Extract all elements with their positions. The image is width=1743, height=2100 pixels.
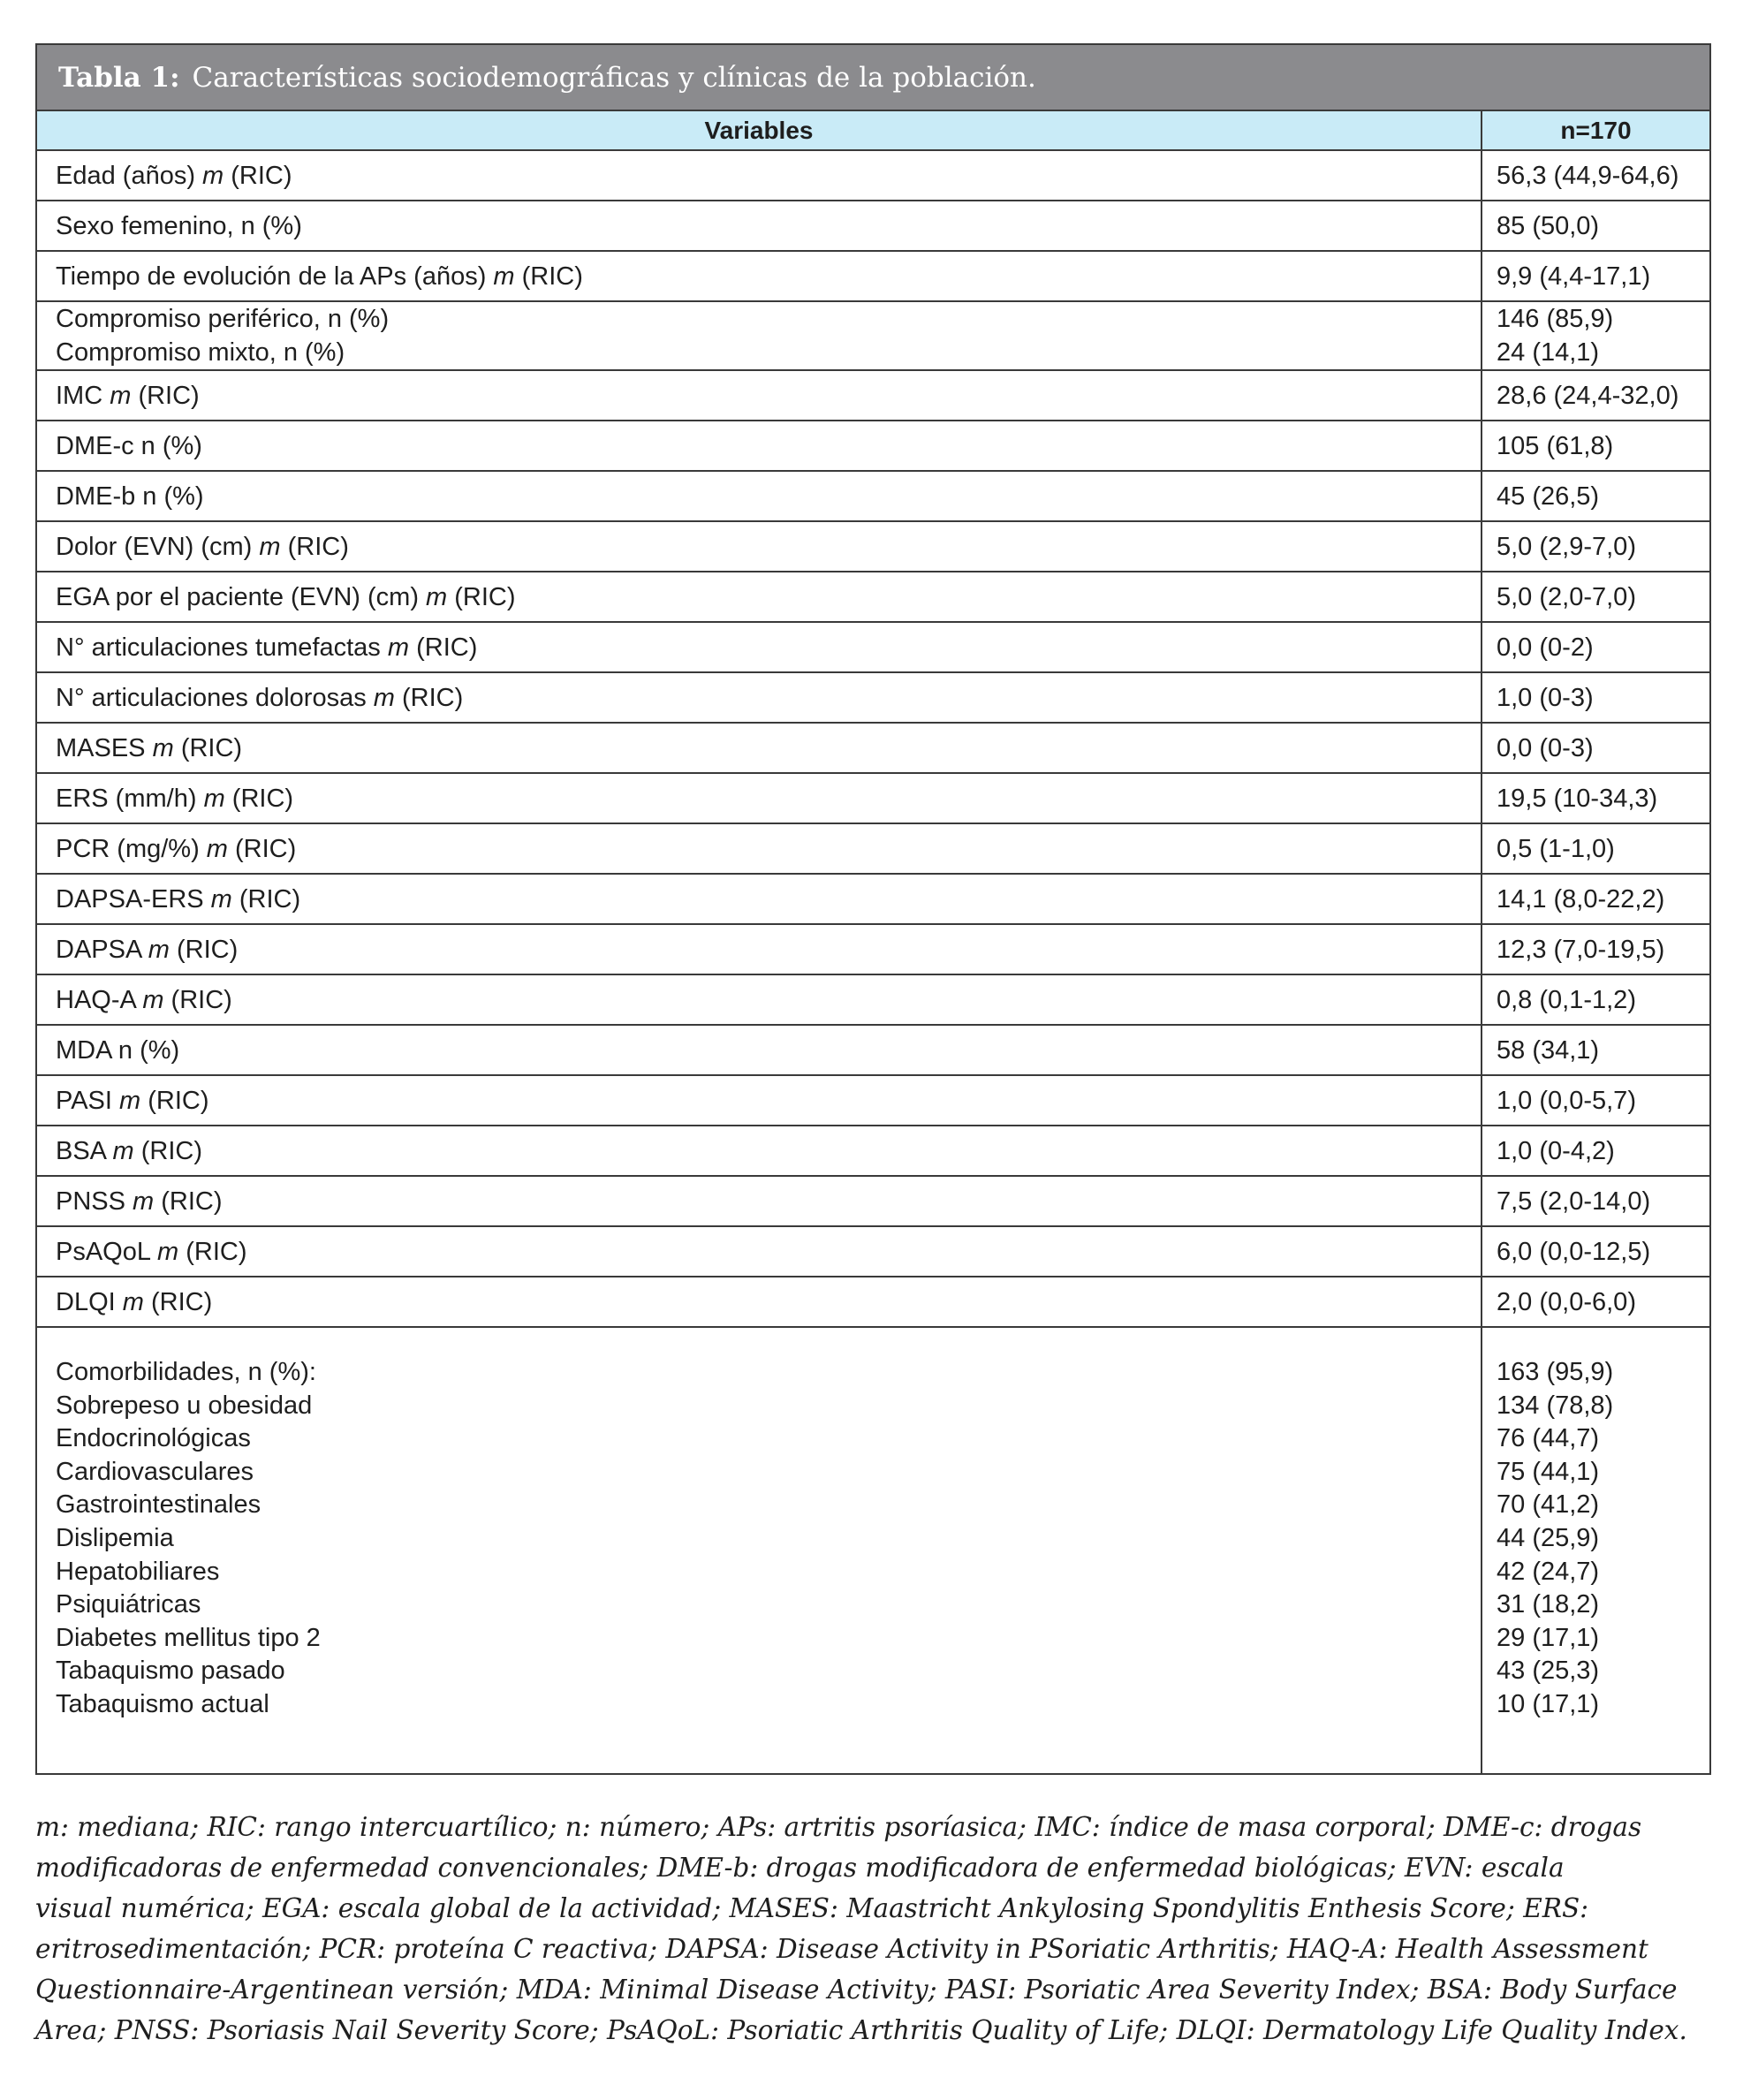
value-line: 76 (44,7)	[1497, 1424, 1600, 1453]
variable-cell	[37, 251, 1482, 301]
variable-label: DME-b n (%)	[56, 481, 204, 511]
value-line: 44 (25,9)	[1497, 1523, 1600, 1552]
variable-suffix: (RIC)	[394, 683, 464, 712]
variable-suffix: (RIC)	[163, 985, 232, 1014]
variable-suffix: (RIC)	[224, 784, 294, 813]
value-line: 10 (17,1)	[1497, 1689, 1600, 1718]
variable-label: Diabetes mellitus tipo 2	[56, 1623, 321, 1652]
median-marker: m	[156, 1237, 179, 1266]
variable-label: Compromiso periférico, n (%)	[56, 305, 390, 333]
median-marker: m	[133, 1186, 155, 1216]
variable-label: Hepatobiliares	[56, 1557, 220, 1586]
header-variables: Variables	[37, 111, 1482, 150]
table-row	[37, 370, 1709, 421]
value-cell: 85 (50,0)	[1482, 201, 1709, 251]
variable-label: HAQ-A	[56, 985, 143, 1014]
median-marker: m	[203, 784, 225, 813]
variable-cell	[37, 1327, 1482, 1773]
median-marker: m	[387, 633, 410, 662]
variable-cell	[37, 1025, 1482, 1075]
table-row	[37, 572, 1709, 622]
value-cell: 45 (26,5)	[1482, 471, 1709, 521]
median-marker: m	[110, 381, 132, 410]
table-row	[37, 1075, 1709, 1126]
value-cell: 1,0 (0-4,2)	[1482, 1126, 1709, 1176]
variable-cell	[37, 301, 1482, 370]
table-row	[37, 1126, 1709, 1176]
variable-label: BSA	[56, 1136, 113, 1165]
value-cell: 28,6 (24,4-32,0)	[1482, 370, 1709, 421]
median-marker: m	[119, 1086, 141, 1115]
variable-label: Dolor (EVN) (cm)	[56, 532, 260, 561]
footnote	[35, 1807, 1714, 2051]
table-row	[37, 672, 1709, 723]
median-marker: m	[493, 262, 515, 291]
variable-cell	[37, 924, 1482, 974]
value-line: 146 (85,9)	[1497, 305, 1614, 333]
value-line: 42 (24,7)	[1497, 1557, 1600, 1586]
variable-cell	[37, 1126, 1482, 1176]
variable-suffix: (RIC)	[514, 262, 583, 291]
value-line: 75 (44,1)	[1497, 1457, 1600, 1486]
value-cell: 14,1 (8,0-22,2)	[1482, 874, 1709, 924]
value-cell: 5,0 (2,9-7,0)	[1482, 521, 1709, 572]
median-marker: m	[210, 884, 232, 914]
variable-suffix: (RIC)	[280, 532, 349, 561]
variable-label: DLQI	[56, 1287, 123, 1316]
table-row	[37, 150, 1709, 201]
table-row	[37, 521, 1709, 572]
table-row	[37, 1176, 1709, 1226]
footnote-line: visual numérica; EGA: escala global de la actividad; MASES: Maastricht Ankylosing Spondylitis Enthesis Score; ERS:	[35, 1893, 1589, 1923]
median-marker: m	[152, 733, 174, 762]
table-row	[37, 1327, 1709, 1773]
value-cell: 6,0 (0,0-12,5)	[1482, 1226, 1709, 1277]
footnote-line: eritrosedimentación; PCR: proteína C reactiva; DAPSA: Disease Activity in PSoriatic Arthritis; HAQ-A: Health Assessment	[35, 1934, 1648, 1964]
variable-label: Edad (años)	[56, 161, 203, 190]
value-cell: 0,5 (1-1,0)	[1482, 823, 1709, 874]
value-cell: 58 (34,1)	[1482, 1025, 1709, 1075]
table-title-label: Tabla 1:	[58, 61, 180, 94]
table-title	[37, 45, 1709, 111]
table-row	[37, 421, 1709, 471]
value-cell: 9,9 (4,4-17,1)	[1482, 251, 1709, 301]
variable-label: Comorbilidades, n (%):	[56, 1358, 316, 1386]
variable-cell	[37, 421, 1482, 471]
variable-suffix: (RIC)	[140, 1086, 209, 1115]
value-line: 43 (25,3)	[1497, 1656, 1600, 1686]
table-row	[37, 1226, 1709, 1277]
variable-cell	[37, 572, 1482, 622]
variable-label: Tiempo de evolución de la APs (años)	[56, 262, 494, 291]
variable-label: DME-c n (%)	[56, 431, 202, 460]
median-marker: m	[112, 1136, 134, 1165]
table-row	[37, 301, 1709, 370]
variable-label: PsAQoL	[56, 1237, 157, 1266]
value-cell: 12,3 (7,0-19,5)	[1482, 924, 1709, 974]
variable-label: DAPSA	[56, 935, 148, 964]
median-marker: m	[259, 532, 281, 561]
variable-suffix: (RIC)	[173, 733, 243, 762]
table-row	[37, 874, 1709, 924]
variable-cell	[37, 471, 1482, 521]
table-row	[37, 1025, 1709, 1075]
variable-label: Psiquiátricas	[56, 1590, 201, 1619]
variable-label: Sobrepeso u obesidad	[56, 1391, 313, 1420]
variable-suffix: (RIC)	[131, 381, 200, 410]
value-line: 31 (18,2)	[1497, 1590, 1600, 1619]
variable-cell	[37, 201, 1482, 251]
variable-cell	[37, 874, 1482, 924]
variable-label: Sexo femenino, n (%)	[56, 211, 302, 240]
variable-cell	[37, 1226, 1482, 1277]
value-line: 70 (41,2)	[1497, 1490, 1600, 1520]
table-row	[37, 471, 1709, 521]
value-cell	[1482, 1327, 1709, 1773]
median-marker: m	[426, 582, 448, 611]
footnote-line: m: mediana; RIC: rango intercuartílico; n: número; APs: artritis psoríasica; IMC: índice de masa corporal; DME-c: drogas	[35, 1812, 1642, 1842]
variable-suffix: (RIC)	[169, 935, 239, 964]
variable-suffix: (RIC)	[133, 1136, 202, 1165]
value-cell: 7,5 (2,0-14,0)	[1482, 1176, 1709, 1226]
variable-cell	[37, 1176, 1482, 1226]
value-line: 163 (95,9)	[1497, 1358, 1614, 1386]
variable-suffix: (RIC)	[447, 582, 516, 611]
table-row	[37, 251, 1709, 301]
variable-cell	[37, 1277, 1482, 1327]
variable-label: Compromiso mixto, n (%)	[56, 338, 345, 367]
value-cell: 2,0 (0,0-6,0)	[1482, 1277, 1709, 1327]
variable-cell	[37, 521, 1482, 572]
value-line: 24 (14,1)	[1497, 338, 1600, 367]
table-row	[37, 1277, 1709, 1327]
variable-label: PCR (mg/%)	[56, 834, 207, 863]
variable-label: Tabaquismo actual	[56, 1689, 269, 1718]
variable-cell	[37, 622, 1482, 672]
variable-cell	[37, 974, 1482, 1025]
variable-label: N° articulaciones tumefactas	[56, 633, 388, 662]
footnote-line: modificadoras de enfermedad convencionales; DME-b: drogas modificadora de enfermedad biológicas; EVN: escala	[35, 1853, 1565, 1883]
median-marker: m	[202, 161, 224, 190]
table-row	[37, 823, 1709, 874]
variable-label: MASES	[56, 733, 153, 762]
table-title-text: Características sociodemográficas y clínicas de la población.	[192, 61, 1036, 94]
value-cell: 5,0 (2,0-7,0)	[1482, 572, 1709, 622]
value-line: 29 (17,1)	[1497, 1623, 1600, 1652]
variable-cell	[37, 823, 1482, 874]
variable-label: PNSS	[56, 1186, 133, 1216]
footnote-line: Area; PNSS: Psoriasis Nail Severity Score; PsAQoL: Psoriatic Arthritis Quality of Life; DLQI: Dermatology Life Quality Index.	[35, 2015, 1687, 2045]
variable-suffix: (RIC)	[409, 633, 478, 662]
variable-suffix: (RIC)	[178, 1237, 247, 1266]
variable-cell	[37, 723, 1482, 773]
variable-cell	[37, 672, 1482, 723]
variable-cell	[37, 370, 1482, 421]
variable-label: IMC	[56, 381, 110, 410]
value-cell: 0,8 (0,1-1,2)	[1482, 974, 1709, 1025]
variable-label: MDA n (%)	[56, 1035, 180, 1065]
table-row	[37, 924, 1709, 974]
table-grid	[37, 111, 1709, 1773]
variable-suffix: (RIC)	[224, 161, 292, 190]
table-row	[37, 622, 1709, 672]
median-marker: m	[148, 935, 170, 964]
value-cell: 105 (61,8)	[1482, 421, 1709, 471]
variable-label: EGA por el paciente (EVN) (cm)	[56, 582, 427, 611]
variable-suffix: (RIC)	[143, 1287, 213, 1316]
variable-label: N° articulaciones dolorosas	[56, 683, 374, 712]
variable-cell	[37, 150, 1482, 201]
variable-label: Tabaquismo pasado	[56, 1656, 285, 1686]
variable-label: PASI	[56, 1086, 119, 1115]
header-n: n=170	[1482, 111, 1709, 150]
header-row	[37, 111, 1709, 150]
table-row	[37, 974, 1709, 1025]
variable-label: Endocrinológicas	[56, 1424, 251, 1453]
value-cell: 1,0 (0,0-5,7)	[1482, 1075, 1709, 1126]
variable-suffix: (RIC)	[227, 834, 297, 863]
value-cell	[1482, 301, 1709, 370]
variable-label: Cardiovasculares	[56, 1457, 254, 1486]
value-line: 134 (78,8)	[1497, 1391, 1614, 1420]
variable-label: Gastrointestinales	[56, 1490, 261, 1520]
table-row	[37, 723, 1709, 773]
table-row	[37, 773, 1709, 823]
variable-cell	[37, 1075, 1482, 1126]
value-cell: 0,0 (0-2)	[1482, 622, 1709, 672]
value-cell: 19,5 (10-34,3)	[1482, 773, 1709, 823]
variable-label: ERS (mm/h)	[56, 784, 204, 813]
value-cell: 0,0 (0-3)	[1482, 723, 1709, 773]
median-marker: m	[206, 834, 228, 863]
variable-suffix: (RIC)	[231, 884, 301, 914]
median-marker: m	[373, 683, 395, 712]
data-table	[35, 43, 1711, 1775]
variable-label: Dislipemia	[56, 1523, 174, 1552]
variable-label: DAPSA-ERS	[56, 884, 211, 914]
median-marker: m	[122, 1287, 144, 1316]
value-cell: 1,0 (0-3)	[1482, 672, 1709, 723]
variable-cell	[37, 773, 1482, 823]
variable-suffix: (RIC)	[154, 1186, 223, 1216]
median-marker: m	[142, 985, 164, 1014]
footnote-line: Questionnaire-Argentinean versión; MDA: Minimal Disease Activity; PASI: Psoriatic Area Severity Index; BSA: Body Surface	[35, 1975, 1678, 2005]
value-cell: 56,3 (44,9-64,6)	[1482, 150, 1709, 201]
table-row	[37, 201, 1709, 251]
